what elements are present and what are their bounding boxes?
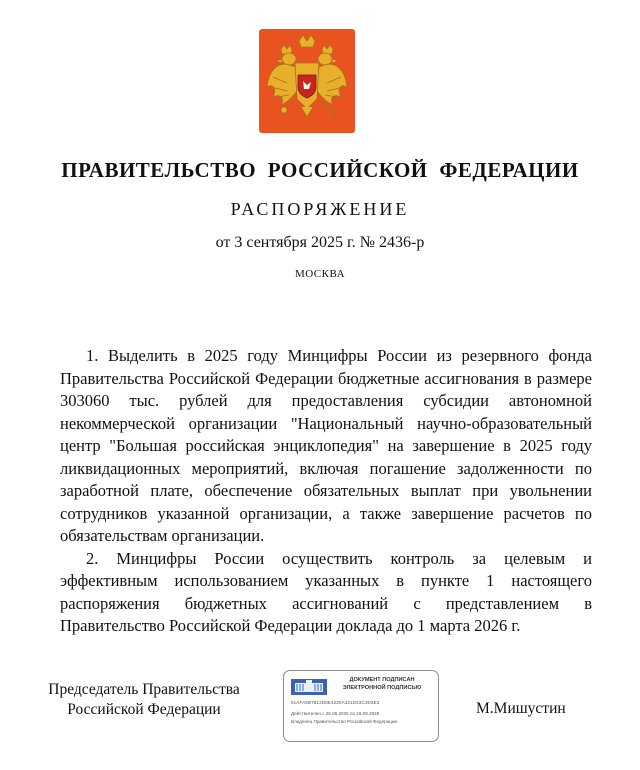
position-line-1: Председатель Правительства [48,681,240,698]
stamp-validity: Действителен с 26.06.2025 по 19.09.2026 [291,711,380,716]
electronic-signature-stamp [283,670,439,742]
position-line-2: Российской Федерации [67,701,221,718]
stamp-owner: Владелец Правительство Российской Федерации [291,719,398,724]
document-date-number: от 3 сентября 2025 г. № 2436-р [215,234,425,251]
document-type: РАСПОРЯЖЕНИЕ [230,199,410,219]
document-body [60,345,592,638]
stamp-title-line-1: ДОКУМЕНТ ПОДПИСАН [349,677,415,683]
document-city: МОСКВА [294,268,346,280]
government-title: ПРАВИТЕЛЬСТВО РОССИЙСКОЙ ФЕДЕРАЦИИ [61,158,579,182]
stamp-title [330,677,434,692]
stamp-title-line-2: ЭЛЕКТРОННОЙ ПОДПИСЬЮ [342,684,422,691]
signatory-position [24,680,264,720]
paragraph-2: 2. Минцифры России осуществить контроль за целевым и эффективным использованием указанных в пункте 1 настоящего распоряжения бюджетных ассигнований с представлением в Правительство Российской Федерации доклада до 1 марта 2026 г. [60,548,592,635]
stamp-certificate: 51AFA8B7812D8E4220A321D43C3D3E3 [291,700,380,705]
signatory-name: М.Мишустин [476,700,566,717]
paragraph-1: 1. Выделить в 2025 году Минцифры России из резервного фонда Правительства Российской Федерации бюджетные ассигнования в размере 303060 тыс. рублей для предоставления субсидии автономной некоммерческой организации "Национальный научно-образовательный центр "Большая российская энциклопедия" на завершение в 2025 году ликвидационных мероприятий, включая погашение задолженности по заработной плате, обеспечение обязательных выплат при увольнении сотрудников указанной организации, а также завершение расчетов по обязательствам организации. [60,346,592,545]
coat-of-arms-icon [259,29,355,133]
government-building-icon [291,679,327,695]
